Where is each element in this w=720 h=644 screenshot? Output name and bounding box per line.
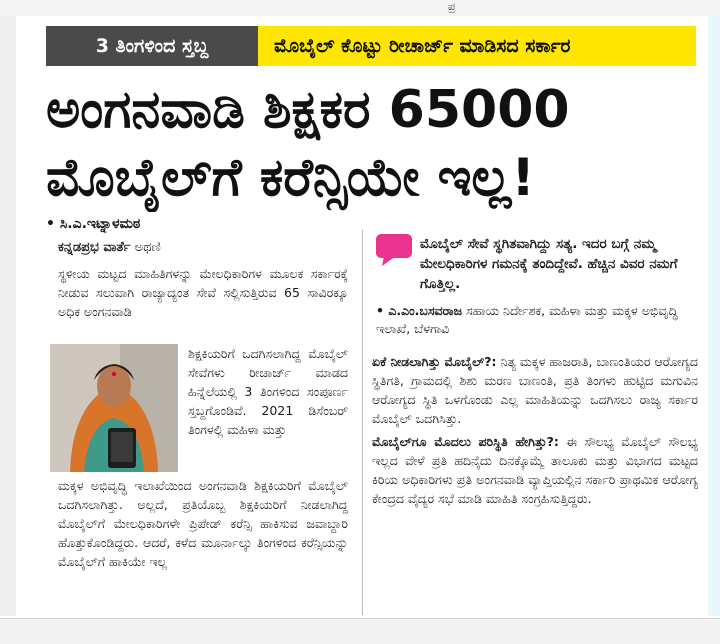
kicker-banner xyxy=(46,26,696,66)
source-place: ಅಥಣಿ xyxy=(134,240,161,255)
quote-author-role: ಸಹಾಯ ನಿರ್ದೇಶಕ, ಮಹಿಳಾ ಮತ್ತು ಮಕ್ಕಳ ಅಭಿವೃದ್ಧಿ ಇಲಾಖೆ, ಬೆಳಗಾವಿ xyxy=(376,303,678,336)
pull-quote: ಮೊಬೈಲ್ ಸೇವೆ ಸ್ಥಗಿತವಾಗಿದ್ದು ಸತ್ಯ. ಇದರ ಬಗ್ಗೆ ನಮ್ಮ ಮೇಲಧಿಕಾರಿಗಳ ಗಮನಕ್ಕೆ ತಂದಿದ್ದೇವೆ. ಹೆಚ್ಚಿನ ವಿವರ ನಮಗೆ ಗೊತ್ತಿಲ್ಲ. xyxy=(420,236,678,292)
section-why-mobile-text: ನಿತ್ಯ ಮಕ್ಕಳ ಹಾಜರಾತಿ, ಬಾಣಂತಿಯರ ಆರೋಗ್ಯದ ಸ್ಥಿತಿಗತಿ, ಗ್ರಾಮದಲ್ಲಿ ಶಿಶು ಮರಣ ಬಾಣಂತಿ, ಪ್ರತಿ ತಿಂಗಳು ಹುಟ್ಟಿದ ಮಗುವಿನ ಆರೋಗ್ಯದ ಸ್ಥಿತಿ ಒಳಗೊಂಡು ಎಲ್ಲ ಮಾಹಿತಿಯನ್ನು ಒದಗಿಸಲು ರಾಜ್ಯ ಸರ್ಕಾರ ಮೊಬೈಲ್ ಒದಗಿಸಿತ್ತು. xyxy=(372,354,698,426)
section-before-mobile-heading: ಮೊಬೈಲ್‌ಗೂ ಮೊದಲು ಪರಿಸ್ಥಿತಿ ಹೇಗಿತ್ತು?: xyxy=(372,434,559,449)
body-below-photo: ಮಕ್ಕಳ ಅಭಿವೃದ್ಧಿ ಇಲಾಖೆಯಿಂದ ಅಂಗನವಾಡಿ ಶಿಕ್ಷಕಿಯರಿಗೆ ಮೊಬೈಲ್ ಒದಗಿಸಲಾಗಿತ್ತು. ಅಲ್ಲದೆ, ಪ್ರತಿಯೊಬ್ಬ ಶಿಕ್ಷಕಿಯರಿಗೆ ನೀಡಲಾಗಿದ್ದ ಮೊಬೈಲ್‌ಗೆ ಮೇಲಧಿಕಾರಿಗಳೇ ಪ್ರಿಪೇಡ್ ಕರೆನ್ಸಿ ಹಾಕಿಸುವ ಜವಾಬ್ದಾರಿ ಹೊತ್ತುಕೊಂಡಿದ್ದರು. ಆದರೆ, ಕಳೆದ ಮೂರ್ನಾಲ್ಕು ತಿಂಗಳಿಂದ ಕರೆನ್ಸಿಯನ್ನು ಮೊಬೈಲ್‌ಗೆ ಹಾಕಿಯೇ ಇಲ್ಲ xyxy=(58,478,348,569)
body-intro: ಸ್ಥಳೀಯ ಮಟ್ಟದ ಮಾಹಿತಿಗಳನ್ನು ಮೇಲಧಿಕಾರಿಗಳ ಮೂಲಕ ಸರ್ಕಾರಕ್ಕೆ ನೀಡುವ ಸಲುವಾಗಿ ರಾಜ್ಯಾದ್ಯಂತ ಸೇವೆ ಸಲ್ಲಿಸುತ್ತಿರುವ 65 ಸಾವಿರಕ್ಕೂ ಅಧಿಕ ಅಂಗನವಾಡಿ xyxy=(58,266,348,319)
section-why-mobile xyxy=(372,352,698,428)
banner-left: 3 ತಿಂಗಳಿಂದ ಸ್ತಬ್ದ xyxy=(46,26,258,66)
headline xyxy=(46,76,706,212)
source-name: ಕನ್ನಡಪ್ರಭ ವಾರ್ತೆ xyxy=(58,240,131,255)
left-page-edge xyxy=(0,16,16,616)
right-page-edge xyxy=(708,16,720,616)
banner-right: ಮೊಬೈಲ್ ಕೊಟ್ಟು ರೀಚಾರ್ಜ್ ಮಾಡಿಸದ ಸರ್ಕಾರ xyxy=(258,26,696,66)
right-column-body xyxy=(372,352,698,512)
teacher-photo xyxy=(50,344,178,472)
speech-bubble-icon xyxy=(376,234,412,270)
top-strip xyxy=(0,0,720,16)
bottom-page-edge xyxy=(0,618,720,644)
body-beside-photo: ಶಿಕ್ಷಕಿಯರಿಗೆ ಒದಗಿಸಲಾಗಿದ್ದ ಮೊಬೈಲ್ ಸೇವೆಗಳು ರೀಚಾರ್ಜ್ ಮಾಡದ ಹಿನ್ನೆಲೆಯಲ್ಲಿ 3 ತಿಂಗಳಿಂದ ಸಂಪೂರ್ಣ ಸ್ತಬ್ದಗೊಂಡಿವೆ. 2021 ಡಿಸೆಂಬರ್ ತಿಂಗಳಲ್ಲಿ ಮಹಿಳಾ ಮತ್ತು xyxy=(188,346,348,437)
dateline xyxy=(58,240,161,255)
headline-line-1: ಅಂಗನವಾಡಿ ಶಿಕ್ಷಕರ 65000 xyxy=(46,80,570,140)
section-why-mobile-heading: ಏಕೆ ನೀಡಲಾಗಿತ್ತು ಮೊಬೈಲ್?: xyxy=(372,354,497,369)
teacher-photo-illustration xyxy=(50,344,178,472)
byline: • ಸಿ.ಎ.ಇಟ್ನಾಳಮಠ xyxy=(46,216,141,232)
quote-author-name: • ಎ.ಎಂ.ಬಸವರಾಜ xyxy=(376,303,462,318)
column-divider xyxy=(362,230,363,615)
quote-attribution xyxy=(376,302,696,338)
section-before-mobile xyxy=(372,432,698,508)
section-before-mobile-text: ಈ ಸೌಲಭ್ಯ ಮೊಬೈಲ್ ಸೌಲಭ್ಯ ಇಲ್ಲದ ವೇಳೆ ಪ್ರತಿ ಹದಿನೈದು ದಿನಕ್ಕೊಮ್ಮೆ ತಾಲೂಕು ಮತ್ತು ವಿಭಾಗದ ಮಟ್ಟದ ಕಿರಿಯ ಅಧಿಕಾರಿಗಳು ಪ್ರತಿ ಅಂಗನವಾಡಿ ವ್ಯಾಪ್ತಿಯಲ್ಲಿನ ಸರ್ಕಾರಿ ಪ್ರಾಥಮಿಕ ಆರೋಗ್ಯ ಕೇಂದ್ರದ ವೈದ್ಯರ ಸಭೆ ಮಾಡಿ ಮಾಹಿತಿ ಸಂಗ್ರಹಿಸುತ್ತಿದ್ದರು. xyxy=(372,434,699,506)
top-fragment: ಪ್ರ xyxy=(448,0,456,13)
headline-line-2: ಮೊಬೈಲ್‌ಗೆ ಕರೆನ್ಸಿಯೇ ಇಲ್ಲ! xyxy=(46,148,535,208)
